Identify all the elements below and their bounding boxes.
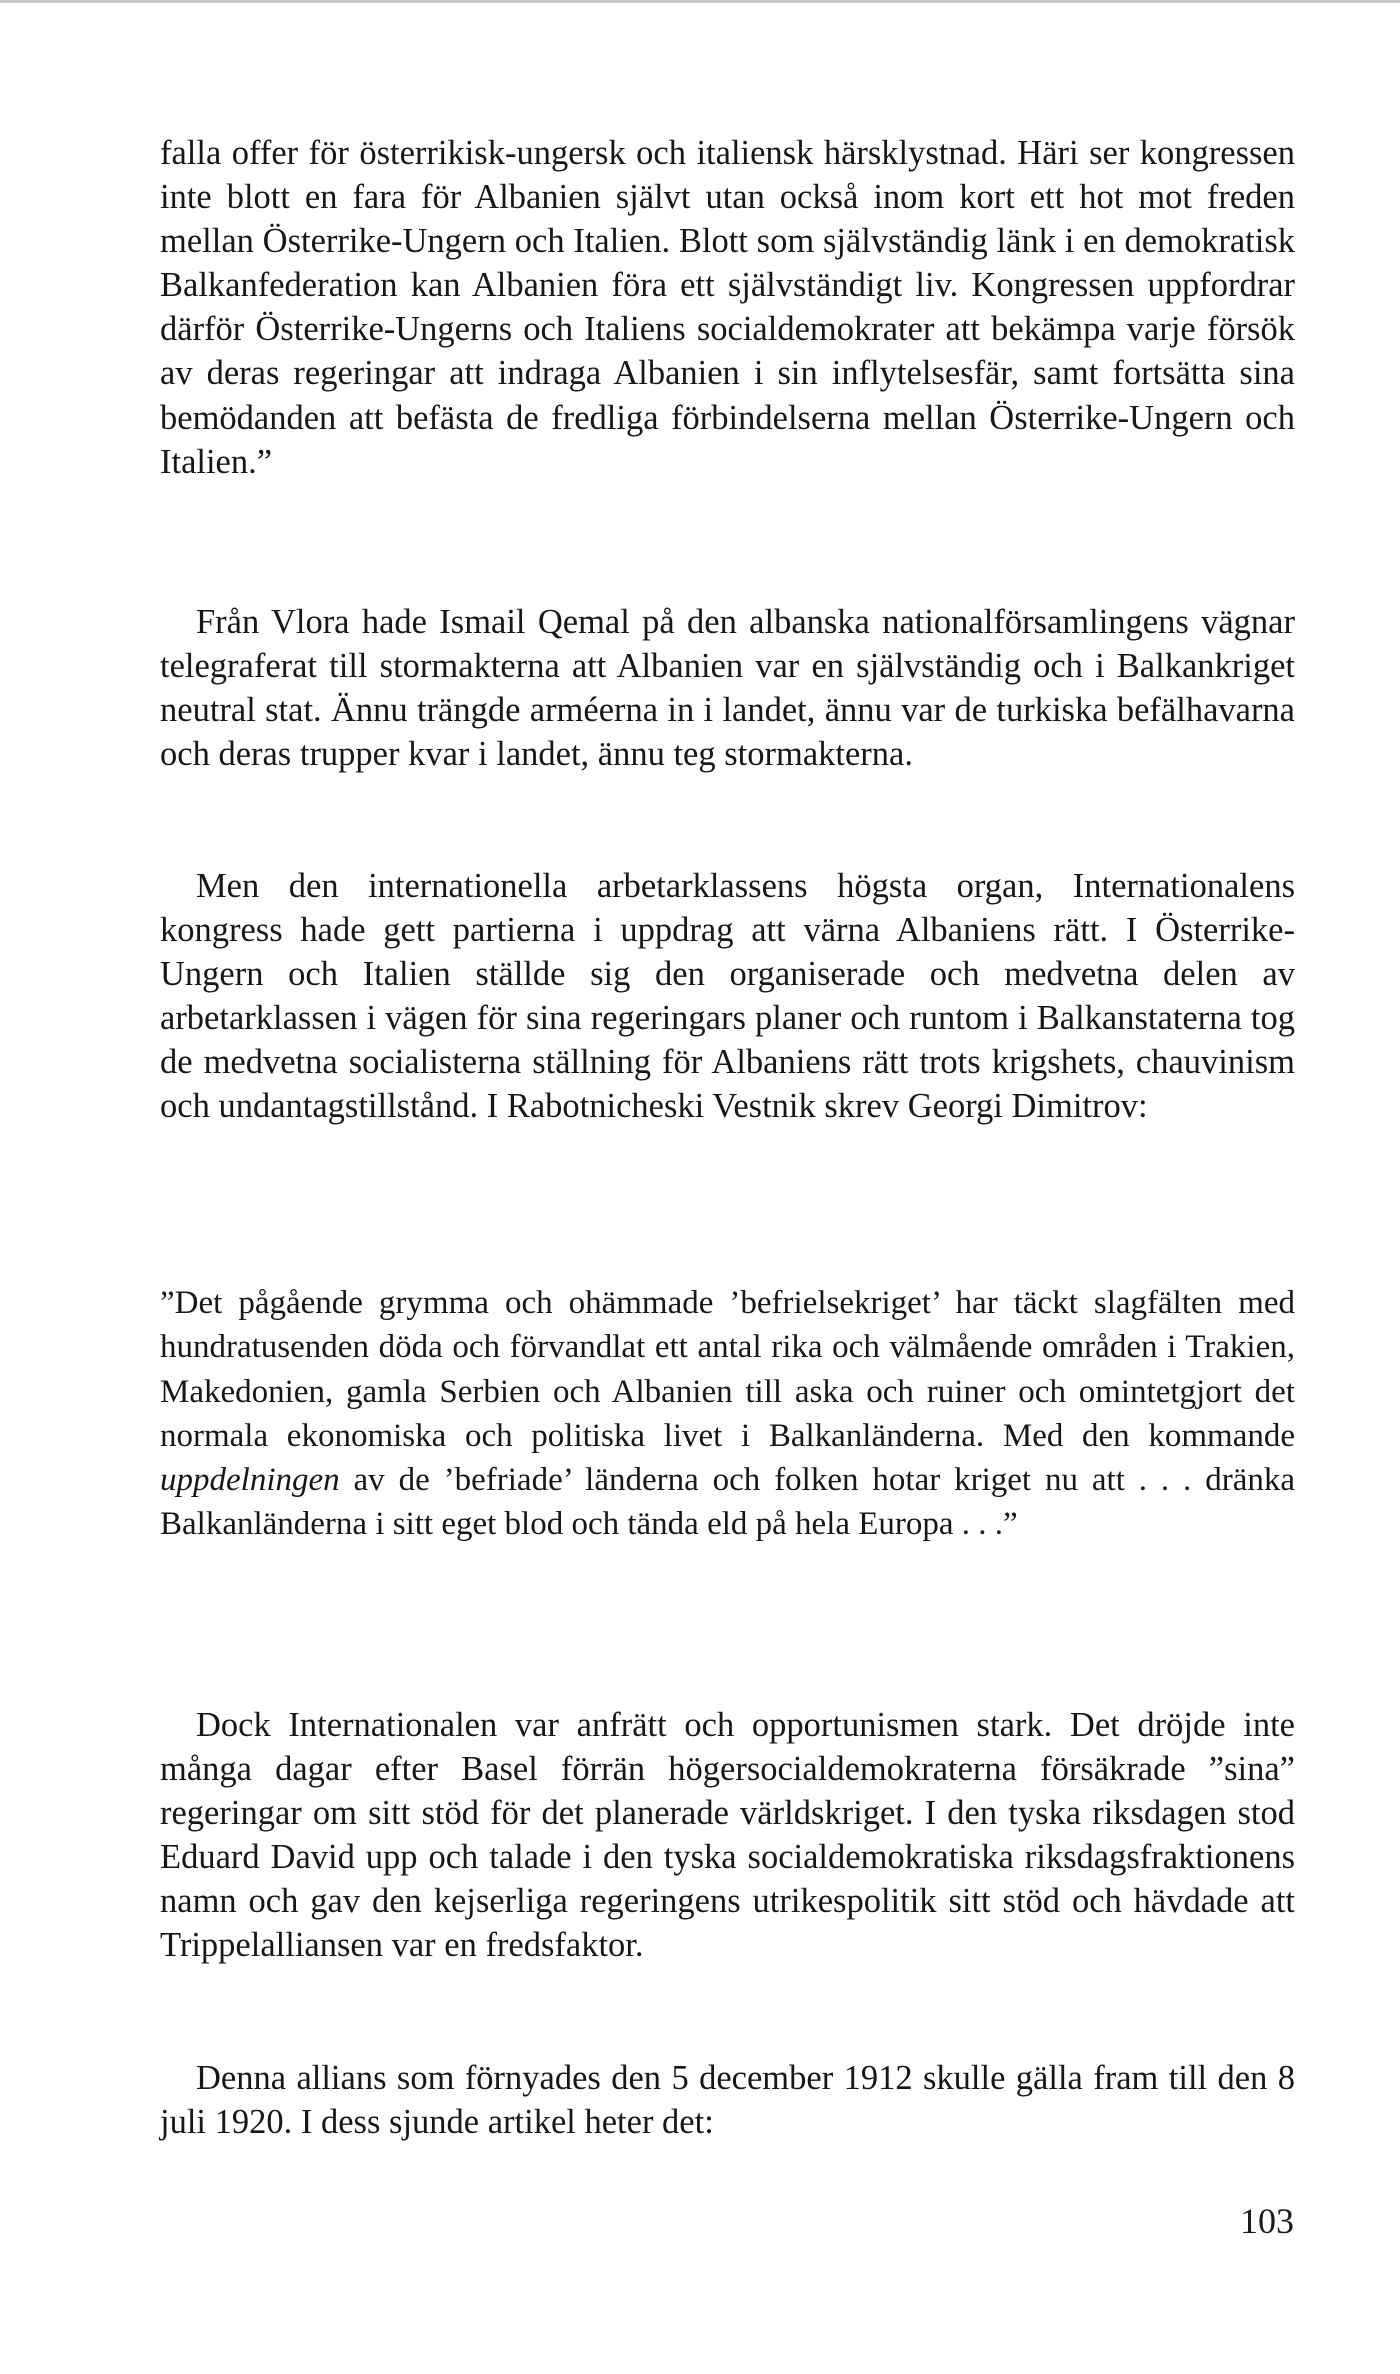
block-quote-dimitrov bbox=[160, 1281, 1295, 1547]
quote-emphasis: uppdelningen bbox=[160, 1462, 340, 1499]
scan-edge bbox=[0, 0, 1400, 3]
page-number: 103 bbox=[1240, 2201, 1294, 2241]
paragraph-international: Men den internationella arbetarklassens högsta organ, Internationalens kongress hade gett partierna i uppdrag att värna Albaniens rätt. I Österrike-Ungern och Italien ställde sig den organiserade och medvetna delen av arbetarklassen i vägen för sina regeringars planer och runtom i Balkanstaterna tog de medvetna socialisterna ställning för Albaniens rätt trots krigshets, chauvinism och undantagstillstånd. I Rabotnicheski Vestnik skrev Georgi Dimitrov: bbox=[160, 867, 1295, 1126]
quote-text-start: ”Det pågående grymma och ohämmade ’befrielsekriget’ har täckt slagfälten med hundratusenden döda och förvandlat ett antal rika och välmående områden i Trakien, Makedonien, gamla Serbien och Albanien till aska och ruiner och omintetgjort det normala ekonomiska och politiska livet i Balkanländerna. Med den kommande bbox=[160, 1285, 1295, 1454]
paragraph-opportunism: Dock Internationalen var anfrätt och opportunismen stark. Det dröjde inte många dagar efter Basel förrän högersocialdemokraterna försäkrade ”sina” regeringar om sitt stöd för det planerade världskriget. I den tyska riksdagen stod Eduard David upp och talade i den tyska socialdemokratiska riksdagsfraktionens namn och gav den kejserliga regeringens utrikespolitik sitt stöd och hävdade att Trippelalliansen var en fredsfaktor. bbox=[160, 1706, 1295, 1965]
paragraph-alliance: Denna allians som förnyades den 5 december 1912 skulle gälla fram till den 8 juli 1920. I dess sjunde artikel heter det: bbox=[160, 2059, 1295, 2142]
paragraph-vlora: Från Vlora hade Ismail Qemal på den albanska nationalförsamlingens vägnar telegraferat till stormakterna att Albanien var en självständig och i Balkankriget neutral stat. Ännu trängde arméerna in i landet, ännu var de turkiska befälhavarna och deras trupper kvar i landet, ännu teg stormakterna. bbox=[160, 603, 1295, 774]
quote-text-end: av de ’befriade’ länderna och folken hotar kriget nu att . . . dränka Balkanländerna i sitt eget blod och tända eld på hela Europa . . .” bbox=[160, 1462, 1295, 1543]
paragraph-continued: falla offer för österrikisk-ungersk och italiensk härsklystnad. Häri ser kongressen inte blott en fara för Albanien självt utan också inom kort ett hot mot freden mellan Österrike-Ungern och Italien. Blott som självständig länk i en demokratisk Balkanfederation kan Albanien föra ett självständigt liv. Kongressen uppfordrar därför Österrike-Ungerns och Italiens socialdemokrater att bekämpa varje försök av deras regeringar att indraga Albanien i sin inflytelsesfär, samt fortsätta sina bemödanden att befästa de fredliga förbindelserna mellan Österrike-Ungern och Italien.” bbox=[160, 134, 1295, 481]
